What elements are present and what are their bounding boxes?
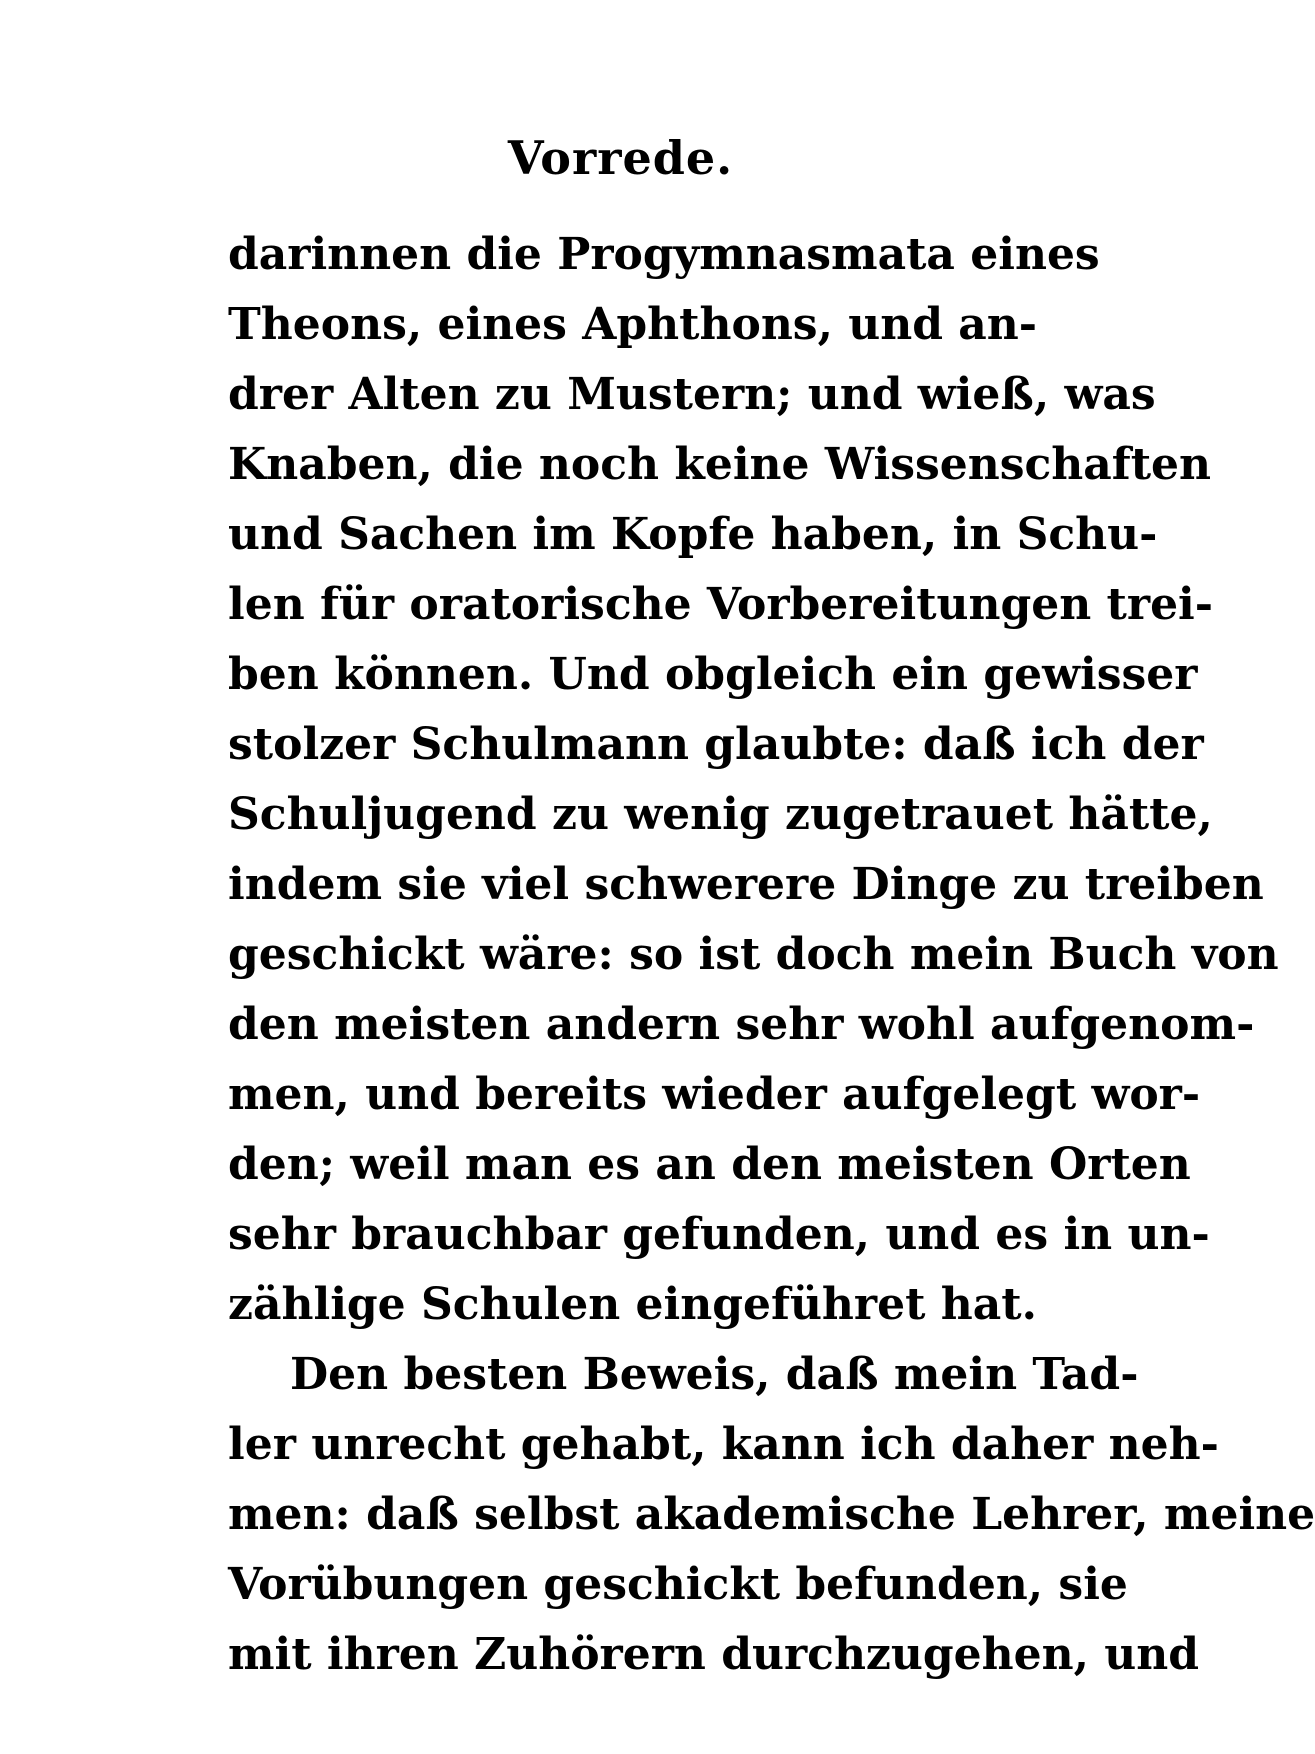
text-line: men: daß selbst akademische Lehrer, meine <box>228 1489 1315 1540</box>
text-line: Den besten Beweis, daß mein Tad- <box>290 1349 1139 1400</box>
text-line: sehr brauchbar gefunden, und es in un- <box>228 1209 1210 1260</box>
text-line: stolzer Schulmann glaubte: daß ich der <box>228 719 1204 770</box>
text-line: den; weil man es an den meisten Orten <box>228 1139 1191 1190</box>
text-line: indem sie viel schwerere Dinge zu treiben <box>228 859 1264 910</box>
text-line: den meisten andern sehr wohl aufgenom- <box>228 999 1255 1050</box>
text-line: darinnen die Progymnasmata eines <box>228 229 1100 280</box>
text-line: men, und bereits wieder aufgelegt wor- <box>228 1069 1201 1120</box>
text-line: geschickt wäre: so ist doch mein Buch von <box>228 929 1279 980</box>
text-line: ler unrecht gehabt, kann ich daher neh- <box>228 1419 1219 1470</box>
page-header-title: Vorrede. <box>507 131 734 185</box>
text-line: zählige Schulen eingeführet hat. <box>228 1279 1037 1330</box>
text-line: ben können. Und obgleich ein gewisser <box>228 649 1198 700</box>
text-line: Knaben, die noch keine Wissenschaften <box>228 439 1212 490</box>
body-text <box>228 220 1315 1690</box>
text-line: Theons, eines Aphthons, und an- <box>228 299 1038 350</box>
text-line: mit ihren Zuhörern durchzugehen, und <box>228 1629 1200 1680</box>
text-line: und Sachen im Kopfe haben, in Schu- <box>228 509 1158 560</box>
text-line: Vorübungen geschickt befunden, sie <box>228 1559 1128 1610</box>
text-line: len für oratorische Vorbereitungen trei- <box>228 579 1214 630</box>
text-line: drer Alten zu Mustern; und wieß, was <box>228 369 1156 420</box>
text-line: Schuljugend zu wenig zugetrauet hätte, <box>228 789 1213 840</box>
